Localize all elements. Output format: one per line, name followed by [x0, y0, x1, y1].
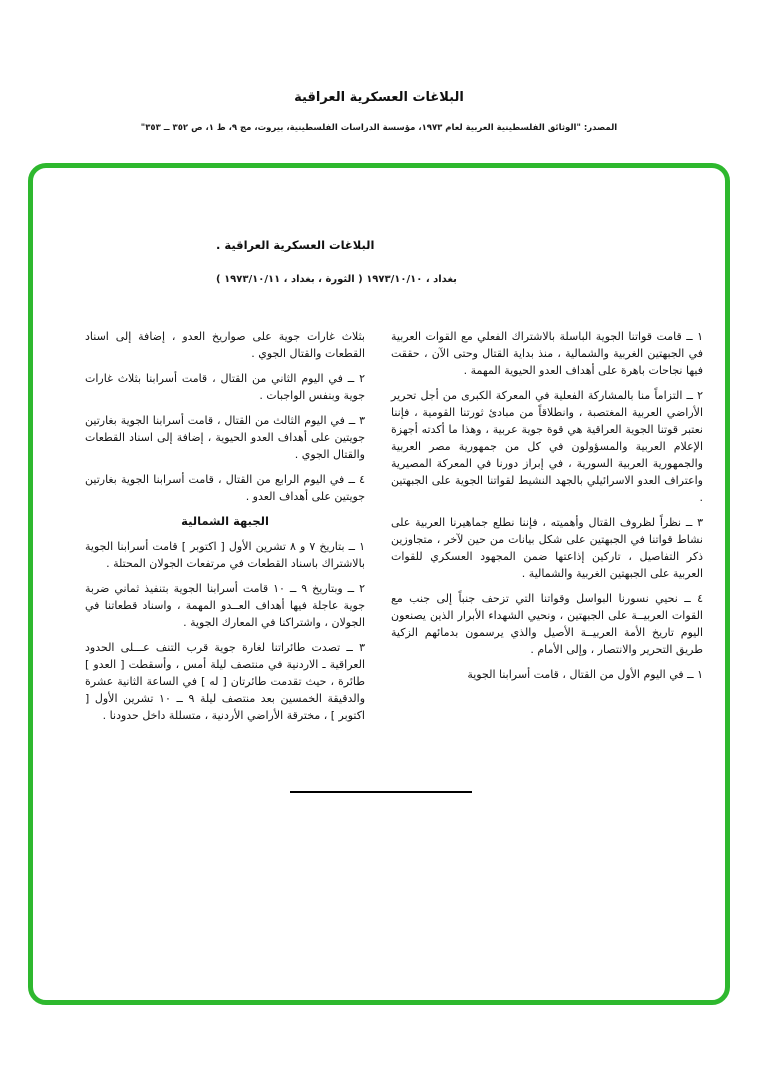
paragraph: ٢ ــ وبتاريخ ٩ ــ ١٠ قامت أسرابنا الجوية بتنفيذ ثماني ضربة جوية عاجلة فيها أهداف العــدو المهمة ، واسناد قطعاتنا في الجولان ، واشتراكنا في المعارك الجوية .: [85, 582, 365, 629]
paragraph: ١ ــ في اليوم الأول من القتال ، قامت أسرابنا الجوية: [467, 668, 703, 681]
document-title: البلاغات العسكرية العراقية .: [216, 238, 375, 252]
column-left: [85, 328, 365, 732]
paragraph: ٣ ــ في اليوم الثالث من القتال ، قامت أسرابنا الجوية بغارتين جويتين على أهداف العدو الحيوية ، إضافة إلى اسناد القطعات والقتال الجوي .: [85, 414, 365, 461]
document-frame: [28, 163, 730, 1005]
section-heading-northern-front: الجبهة الشمالية: [181, 514, 269, 528]
paragraph: بثلاث غارات جوية على صواريخ العدو ، إضافة إلى اسناد القطعات والقتال الجوي .: [85, 330, 365, 360]
paragraph: ١ ــ بتاريخ ٧ و ٨ تشرين الأول [ اكتوبر ] قامت أسرابنا الجوية بالاشتراك باسناد القطعات في مرتفعات الجولان المحتلة .: [85, 540, 366, 570]
source-citation: المصدر: "الوثائق الفلسطينية العربية لعام ١٩٧٣، مؤسسة الدراسات الفلسطينية، بيروت، مج ٩، ط ١، ص ٣٥٢ ــ ٣٥٣": [140, 123, 618, 133]
column-right: [391, 328, 703, 691]
paragraph: ٣ ــ نظراً لظروف القتال وأهميته ، فإننا نطلع جماهيرنا العربية على نشاط قواتنا في الجبهتين على شكل بيانات من حين لآخر ، متجاوزين ذكر التفاصيل ، تاركين إذاعتها ضمن المجهود العسكري للقوات العربية على الجبهتين الغربية والشمالية .: [391, 516, 703, 580]
paragraph: ٤ ــ نحيي نسورنا البواسل وقواتنا التي تزحف جنباً إلى جنب مع القوات العربيــة على الجبهتين ، ونحيي الشهداء الأبرار الذين يصنعون اليوم تاريخ الأمة العربيــة الأصيل والذي يرسمون بدمائهم الزكية طريق التحرير والانتصار ، وإلى الأمام .: [391, 592, 703, 656]
paragraph: ١ ــ قامت قواتنا الجوية الباسلة بالاشتراك الفعلي مع القوات العربية في الجبهتين الغربية والشمالية ، منذ بداية القتال وحتى الآن ، حققت فيها نجاحات باهرة على أهداف العدو الحيوية المهمة .: [391, 330, 703, 377]
page-title: البلاغات العسكرية العراقية: [294, 90, 464, 105]
paragraph: ٤ ــ في اليوم الرابع من القتال ، قامت أسرابنا الجوية بغارتين جويتين على أهداف العدو .: [85, 473, 365, 503]
document-dateline: بغداد ، ١٩٧٣/١٠/١٠ ( الثورة ، بغداد ، ١٩٧٣/١٠/١١ ): [216, 274, 457, 285]
bottom-divider-rule: [290, 791, 472, 793]
paragraph: ٢ ــ في اليوم الثاني من القتال ، قامت أسرابنا بثلاث غارات جوية وبنفس الواجبات .: [85, 372, 365, 402]
paragraph: ٣ ــ تصدت طائراتنا لغارة جوية قرب التنف عـــلى الحدود العراقية ـ الاردنية في منتصف ليلة أمس ، وأسقطت [ العدو ] طائرة ، حيث تقدمت طائرتان [ له ] في الساعة الثانية عشرة والدقيقة الخمسين بعد منتصف ليلة ٩ ــ ١٠ تشرين الأول [ اكتوبر ] ، مخترقة الأراضي الأردنية ، متسللة داخل حدودنا .: [85, 641, 366, 722]
paragraph: ٢ ــ التزاماً منا بالمشاركة الفعلية في المعركة الكبرى من أجل تحرير الأراضي العربية المغتصبة ، وانطلاقاً من مبادئ ثورتنا القومية ، فإننا نعتبر قوتنا الجوية العراقية هي قوة جوية عربية ، وهذا ما أكدته أجهزة الإعلام العربية والمسؤولون في كل من جمهورية مصر العربية والجمهورية العربية السورية ، في إبراز دورنا في المعركة المصيرية واعتراف العدو الاسرائيلي بالجهد النشيط لقواتنا الجوية على الجبهتين .: [391, 389, 703, 504]
